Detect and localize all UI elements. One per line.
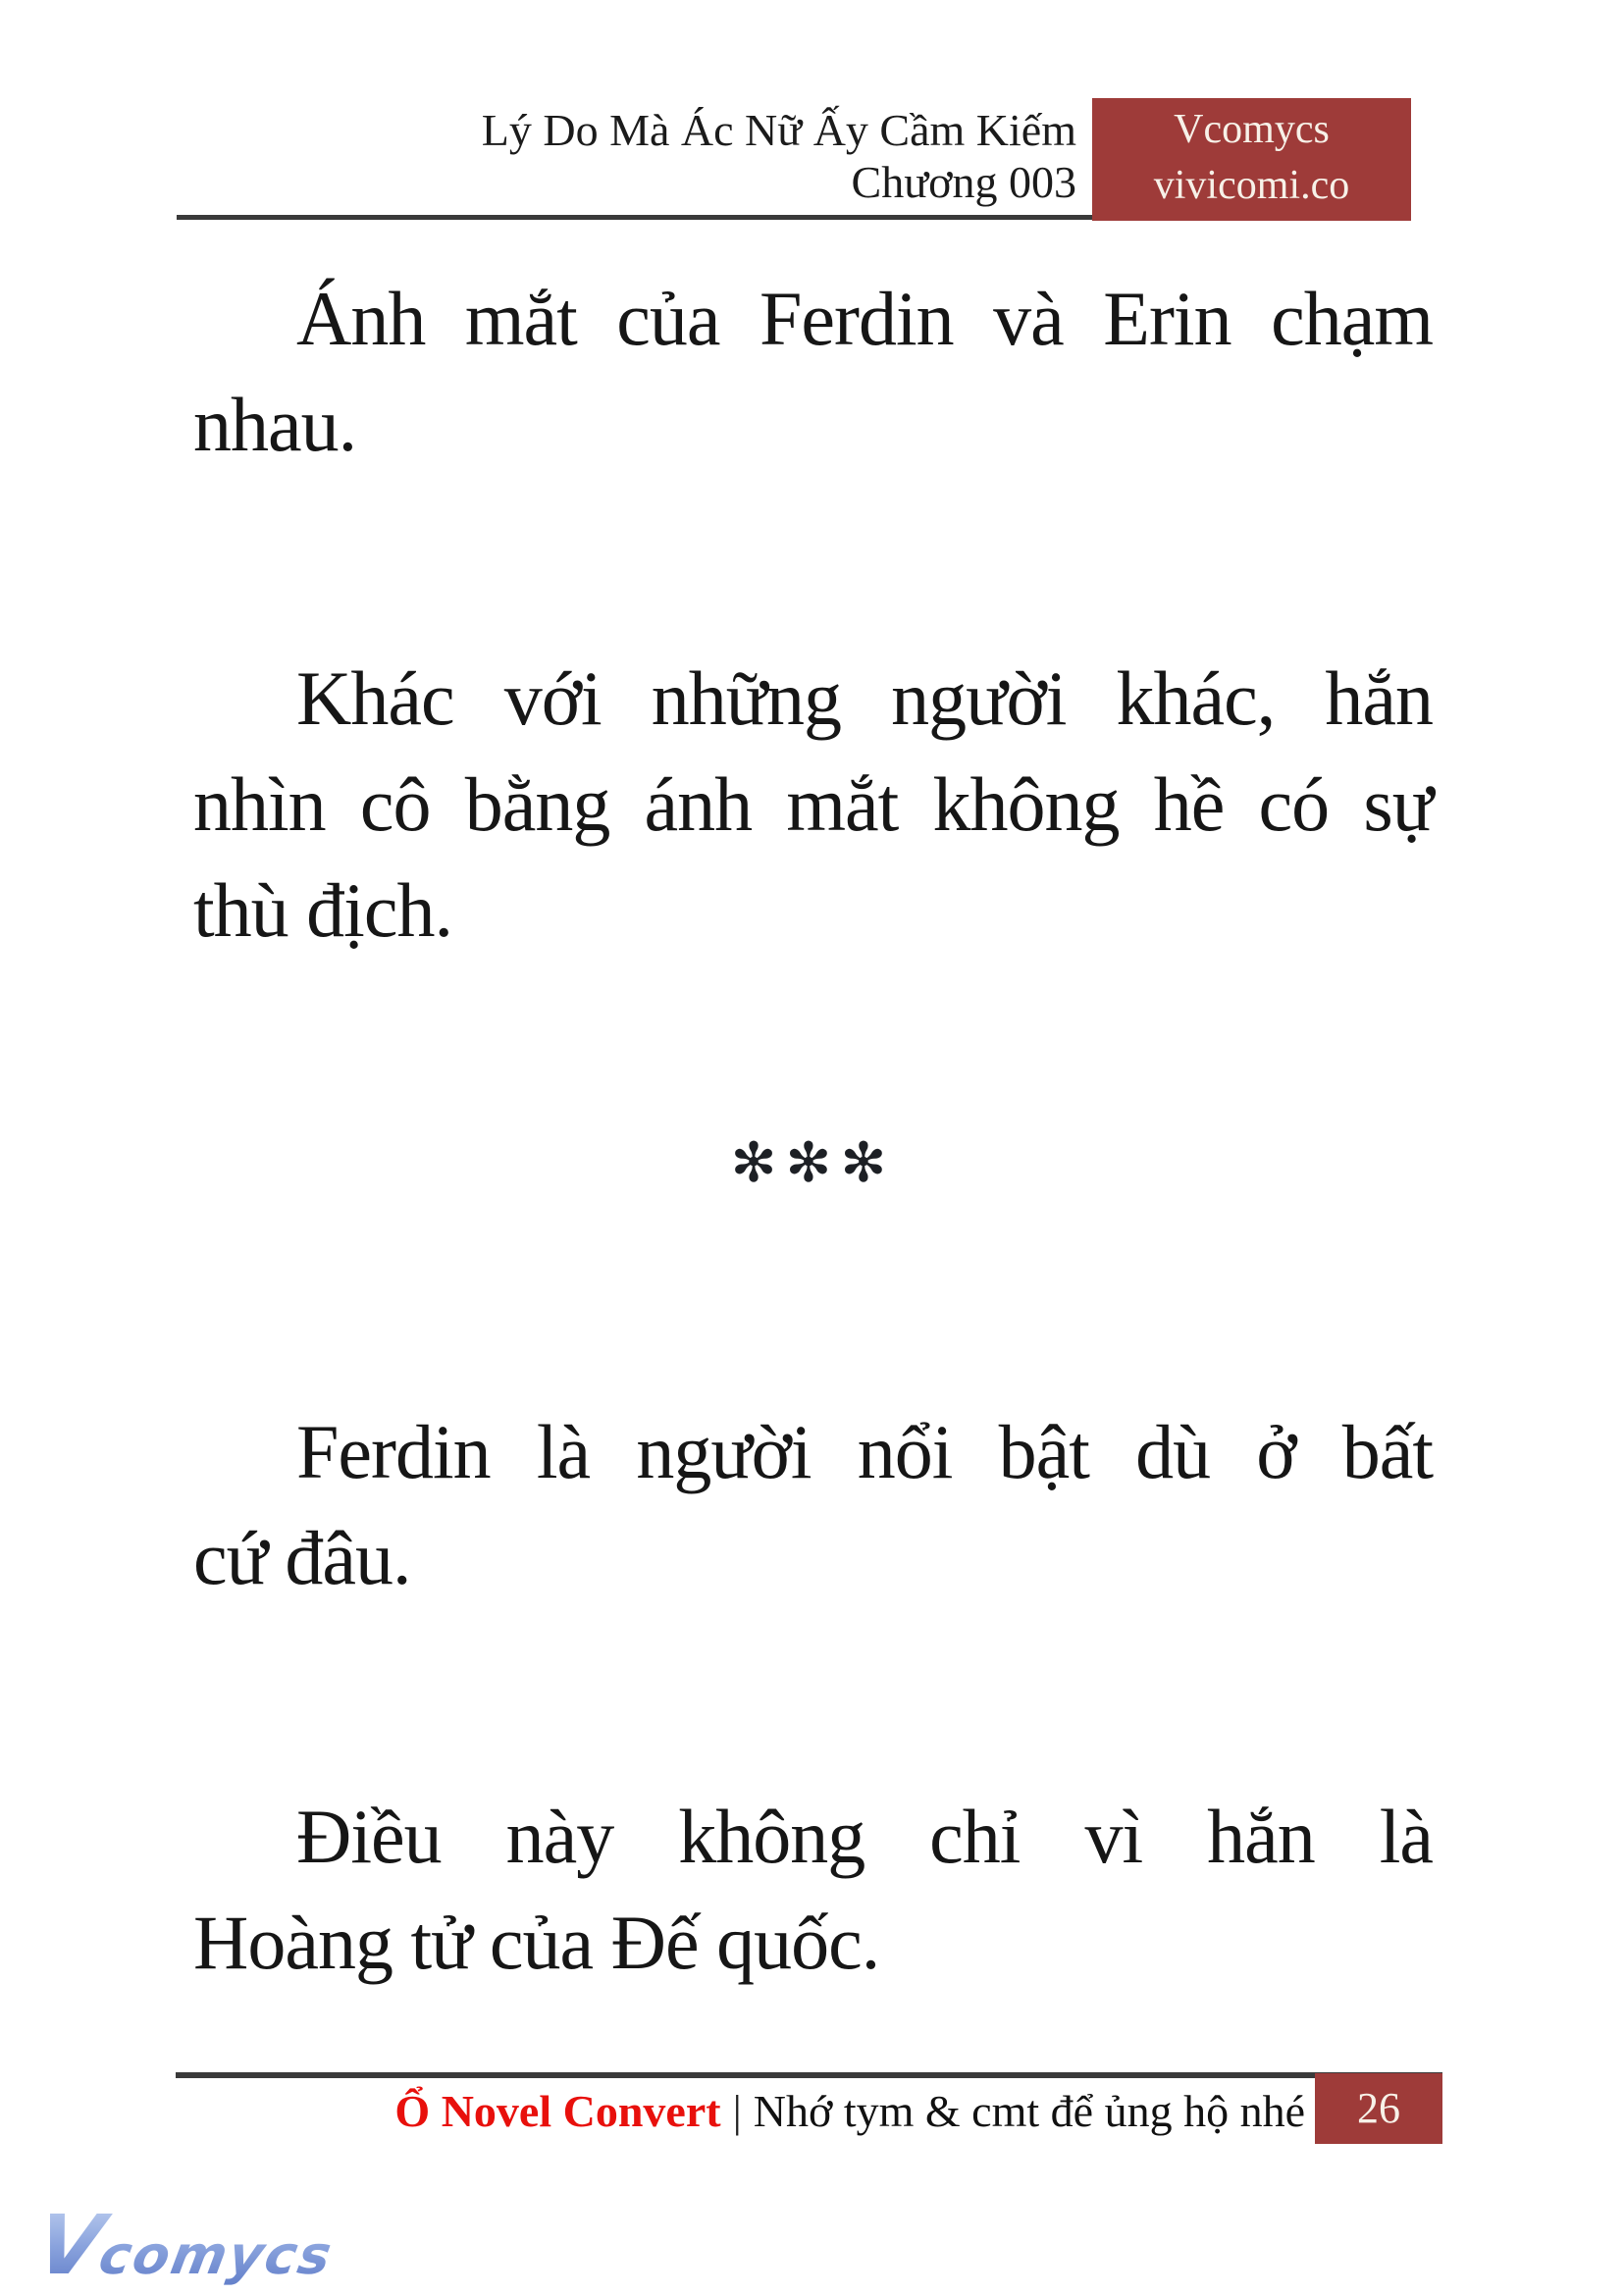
header-title: [482, 104, 1076, 208]
page-number-badge: 26: [1315, 2073, 1442, 2144]
footer-divider: |: [732, 2086, 742, 2136]
paragraph-3: [193, 1399, 1433, 1611]
footer-credits: [394, 2082, 1305, 2141]
support-note: Nhớ tym & cmt để ủng hộ nhé: [753, 2086, 1305, 2136]
paragraph-1: [193, 266, 1433, 478]
text-line: Điều này không chỉ vì hắn là: [296, 1794, 1433, 1879]
book-title: Lý Do Mà Ác Nữ Ấy Cầm Kiếm: [481, 105, 1076, 155]
chapter-number: Chương 003: [851, 157, 1076, 207]
paragraph-2: [193, 646, 1433, 964]
section-separator: ✻✻✻: [730, 1131, 896, 1195]
text-line: Ánh mắt của Ferdin và Erin chạm: [296, 276, 1433, 361]
text-line: Hoàng tử của Đế quốc.: [193, 1900, 880, 1985]
text-line: cứ đâu.: [193, 1515, 411, 1600]
vcomycs-watermark-logo: Vcomycs: [29, 2206, 341, 2295]
site-url: vivicomi.co: [1153, 163, 1350, 208]
converter-brand: Ổ Novel Convert: [394, 2086, 721, 2136]
footer-rule: [176, 2072, 1442, 2078]
paragraph-4: [193, 1784, 1433, 1996]
site-name: Vcomycs: [1174, 107, 1330, 152]
text-line: nhìn cô bằng ánh mắt không hề có sự: [193, 761, 1433, 847]
site-badge: [1092, 98, 1411, 221]
text-line: thù địch.: [193, 867, 452, 953]
text-line: Ferdin là người nổi bật dù ở bất: [296, 1409, 1433, 1494]
text-line: nhau.: [193, 382, 357, 467]
text-line: Khác với những người khác, hắn: [296, 655, 1433, 741]
